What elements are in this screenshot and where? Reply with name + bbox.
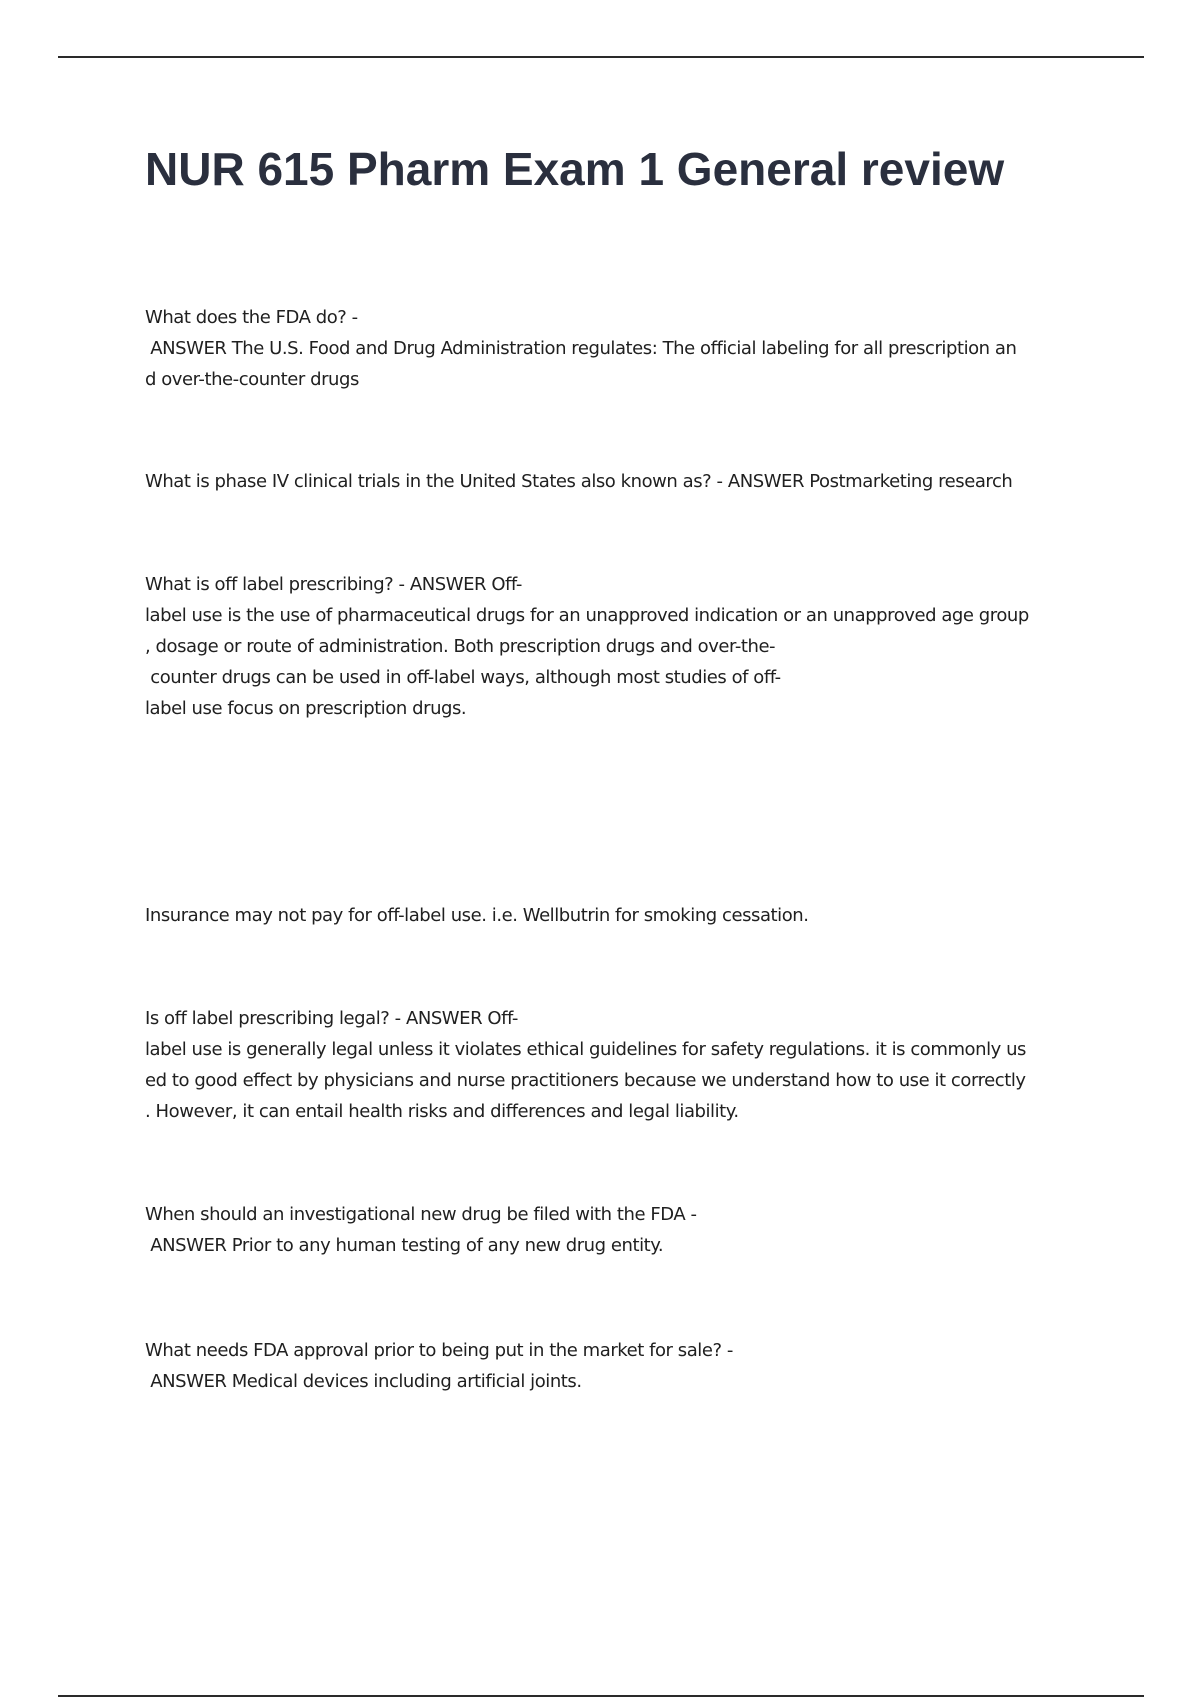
top-divider — [58, 56, 1144, 58]
qa-block-fda-role — [145, 302, 1095, 395]
question-line: What is phase IV clinical trials in the United States also known as? - ANSWER Postmarketing research — [145, 471, 1013, 492]
answer-line: d over-the-counter drugs — [145, 369, 359, 390]
answer-line: counter drugs can be used in off-label ways, although most studies of off- — [145, 667, 781, 688]
qa-block-phase-iv — [145, 466, 1095, 497]
note-line: Insurance may not pay for off-label use. i.e. Wellbutrin for smoking cessation. — [145, 905, 809, 926]
qa-block-off-label — [145, 569, 1095, 724]
answer-line: ANSWER Prior to any human testing of any new drug entity. — [145, 1235, 664, 1256]
answer-line: . However, it can entail health risks and differences and legal liability. — [145, 1101, 739, 1122]
question-line: What is off label prescribing? - ANSWER Off- — [145, 574, 522, 595]
qa-block-fda-approval — [145, 1335, 1095, 1397]
answer-line: label use focus on prescription drugs. — [145, 698, 467, 719]
note-block-insurance — [145, 900, 1095, 931]
question-line: Is off label prescribing legal? - ANSWER Off- — [145, 1008, 518, 1029]
answer-line: ANSWER The U.S. Food and Drug Administration regulates: The official labeling for all prescription an — [145, 338, 1017, 359]
page-title: NUR 615 Pharm Exam 1 General review — [145, 143, 1005, 195]
answer-line: ed to good effect by physicians and nurse practitioners because we understand how to use it correctly — [145, 1070, 1026, 1091]
answer-line: label use is generally legal unless it violates ethical guidelines for safety regulations. it is commonly us — [145, 1039, 1026, 1060]
question-line: When should an investigational new drug be filed with the FDA - — [145, 1204, 697, 1225]
qa-block-off-label-legal — [145, 1003, 1095, 1127]
question-line: What does the FDA do? - — [145, 307, 358, 328]
answer-line: label use is the use of pharmaceutical drugs for an unapproved indication or an unapproved age group — [145, 605, 1029, 626]
question-line: What needs FDA approval prior to being put in the market for sale? - — [145, 1340, 733, 1361]
bottom-divider — [58, 1695, 1144, 1697]
answer-line: ANSWER Medical devices including artificial joints. — [145, 1371, 582, 1392]
qa-block-ind-filing — [145, 1199, 1095, 1261]
answer-line: , dosage or route of administration. Both prescription drugs and over-the- — [145, 636, 776, 657]
